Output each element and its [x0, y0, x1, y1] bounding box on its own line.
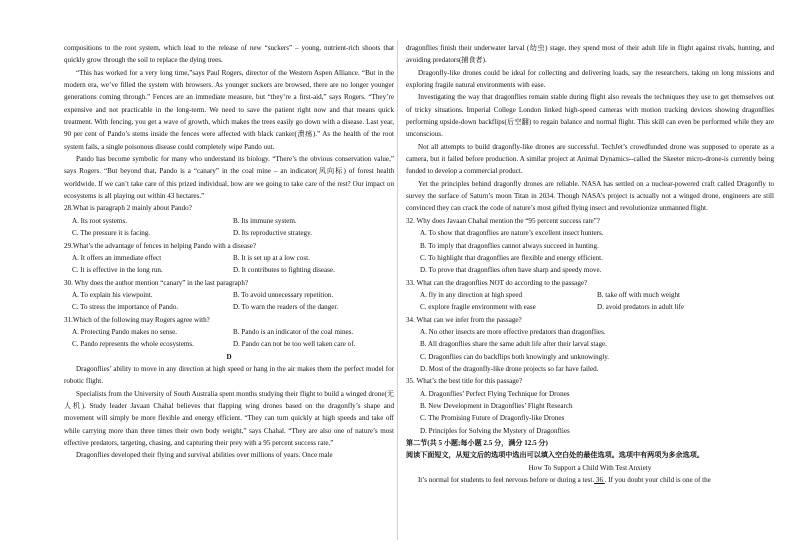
passage-d-paragraph: Specialists from the University of South Australia spent months studying their flight to build a winged drone(无人机). Study leader Javaan Chahal believes that flapping wing drones based on the dragonfly’s shape and movement will simply be more flexible and energy efficient. “They can turn quickly at high speeds and take off while carrying more than three times their own body weight,” says Chahal. “They are also one of nature’s most effective predators, targeting, chasing, and capturing their prey with a 95 percent success rate.”	[64, 389, 394, 447]
option: B. To avoid unnecessary repetition.	[233, 290, 334, 299]
passage-e-text: It’s normal for students to feel nervous before or during a test.	[418, 476, 595, 485]
option: A. Dragonflies’ Perfect Flying Technique for Drones	[420, 389, 570, 398]
option: D. To warn the readers of the danger.	[233, 303, 339, 312]
passage-d-label: D	[226, 352, 232, 361]
option: B. Pando is an indicator of the coal mines.	[233, 327, 354, 336]
question-34: 34. What can we infer from the passage?	[406, 315, 522, 324]
question-31: 31.Which of the following may Rogers agree with?	[64, 315, 210, 324]
option: A. It offers an immediate effect	[72, 253, 162, 262]
option: B. It is set up at a low cost.	[233, 253, 310, 262]
option: B. Its immune system.	[233, 216, 297, 225]
question-32-options	[406, 227, 774, 276]
option: B. To imply that dragonflies cannot always succeed in hunting.	[420, 241, 599, 250]
option: A. To explain his viewpoint.	[72, 290, 153, 299]
option: D. Most of the dragonfly-like drone projects so far have failed.	[420, 364, 599, 373]
question-34-options	[406, 326, 774, 375]
column-divider	[397, 40, 398, 540]
section-instruction: 阅读下面短文，从短文后的选项中选出可以填入空白处的最佳选项。选项中有两项为多余选项。	[406, 451, 704, 460]
option: C. To highlight that dragonflies are flexible and energy efficient.	[420, 253, 603, 262]
question-35-options	[406, 388, 774, 437]
right-column	[406, 42, 774, 486]
option: D. Principles for Solving the Mystery of Dragonflies	[420, 426, 570, 435]
question-33: 33. What can the dragonflies NOT do according to the passage?	[406, 278, 588, 287]
option: B. New Development in Dragonflies’ Flight Research	[420, 401, 573, 410]
question-33-options	[406, 289, 774, 314]
question-28-options	[64, 215, 394, 240]
option: B. All dragonflies share the same adult life after their larval stage.	[420, 340, 607, 349]
option: A. No other insects are more effective predators than dragonflies.	[420, 327, 606, 336]
option: C. To stress the importance of Pando.	[72, 303, 179, 312]
passage-d-paragraph: Dragonflies’ ability to move in any direction at high speed or hang in the air makes them the perfect model for robotic flight.	[64, 364, 394, 386]
option: C. It is effective in the long run.	[72, 266, 163, 275]
question-28: 28.What is paragraph 2 mainly about Pando?	[64, 204, 192, 213]
option: A. fly in any direction at high speed	[420, 290, 523, 299]
question-32: 32. Why does Javaan Chahal mention the “95 percent success rate”?	[406, 216, 600, 225]
question-31-options	[64, 326, 394, 351]
question-30: 30. Why does the author mention “canary” in the last paragraph?	[64, 278, 249, 287]
option: D. Its reproductive strategy.	[233, 229, 312, 238]
passage-c-paragraph: “This has worked for a very long time,”says Paul Rogers, director of the Western Aspen Alliance. “But in the modern era, we’ve filled the system with browsers. As younger suckers are browsed, there are no longer younger generations coming through.” Fences are an immediate measure, but “they’re a first-aid,” says Rogers. “They’re expensive and not practicable in the long-term. We need to save the patient right now and that means quick treatment. With fencing, you get a wave of growth, which makes the trees easily go down with a disease. Last year, 90 per cent of Pando’s stems inside the fences were affected with black canker(溃疡).” As the health of the root system fails, a single poisonous disease could completely wipe Pando out.	[64, 68, 394, 151]
question-35: 35. What’s the best title for this passage?	[406, 377, 523, 386]
option: C. The pressure it is facing.	[72, 229, 151, 238]
passage-d-paragraph: Not all attempts to build dragonfly-like drones are successful. TechJet’s crowdfunded drone was supposed to operate as a camera, but it failed before production. A similar project at Animal Dynamics--called the Skeeter micro-drone-is currently being funded to develop a commercial product.	[406, 142, 774, 176]
passage-c-paragraph: compositions to the root system, which lead to the release of new “suckers” – young, nutrient-rich shoots that quickly grow through the soil to replace the dying trees.	[64, 44, 394, 65]
option: D. avoid predators in adult life	[597, 303, 685, 312]
option: C. Pando represents the whole ecosystems.	[72, 340, 194, 349]
option: A. To show that dragonflies are nature’s excellent insect hunters.	[420, 229, 604, 238]
option: C. Dragonflies can do backflips both knowingly and unknowingly.	[420, 352, 610, 361]
left-column	[64, 42, 394, 462]
passage-d-paragraph: Yet the principles behind dragonfly drones are reliable. NASA has settled on a nuclear-powered craft called Dragonfly to survey the surface of Saturn’s moon Titan in 2034. Though NASA’s project is actually not a winged drone, engineers are still convinced they can crack the code of nature’s most gifted flying insect and revolutionize unmanned flight.	[406, 179, 774, 213]
option: A. Its root systems.	[72, 216, 127, 225]
passage-d-paragraph: Dragonflies developed their flying and survival abilities over millions of years. Once male	[76, 451, 333, 460]
option: C. The Promising Future of Dragonfly-like Drones	[420, 414, 565, 423]
option: C. explore fragile environment with ease	[420, 303, 536, 312]
passage-c-paragraph: Pando has become symbolic for many who understand its biology. “There’s the obvious conservation value,” says Rogers. “But beyond that, Pando is a “canary” in the coal mine – an indicator(风向标) of forest health worldwide. If we can’t take care of this prized individual, how are we going to take care of the rest? Our impact on ecosystems is all playing out within 43 hectares.”	[64, 155, 394, 201]
question-30-options	[64, 289, 394, 314]
option: D. To prove that dragonflies often have sharp and speedy move.	[420, 266, 602, 275]
passage-title: How To Support a Child With Test Anxiety	[528, 463, 652, 472]
option: B. take off with much weight	[597, 290, 681, 299]
passage-d-paragraph: Dragonfly-like drones could be ideal for collecting and delivering loads, say the researchers, taking on long missions and exploring fragile natural environments with ease.	[406, 68, 774, 90]
blank-36: 36	[594, 476, 605, 485]
passage-d-paragraph: dragonflies finish their underwater larval (幼虫) stage, they spend most of their adult life in flight against rivals, hunting, and avoiding predators(捕食者).	[406, 44, 774, 65]
passage-e-paragraph	[406, 474, 774, 486]
question-29-options	[64, 252, 394, 277]
passage-e-text: . If you doubt your child is one of the	[604, 476, 711, 485]
option: D. Pando can not be too well taken care of.	[233, 340, 356, 349]
option: D. It contributes to fighting disease.	[233, 266, 335, 275]
question-29: 29.What’s the advantage of fences in helping Pando with a disease?	[64, 241, 257, 250]
passage-d-paragraph: Investigating the way that dragonflies remain stable during flight also reveals the techniques they use to get themselves out of tricky situations. Imperial College London linked high-speed cameras with motion tracking devices showing dragonflies performing upside-down backflips(后空翻) to regain balance and normal flight. This skill can even be performed while they are unconscious.	[406, 93, 774, 139]
section-heading: 第二节(共 5 小题;每小题 2.5 分，满分 12.5 分)	[406, 439, 548, 447]
option: A. Protecting Pando makes no sense.	[72, 327, 178, 336]
